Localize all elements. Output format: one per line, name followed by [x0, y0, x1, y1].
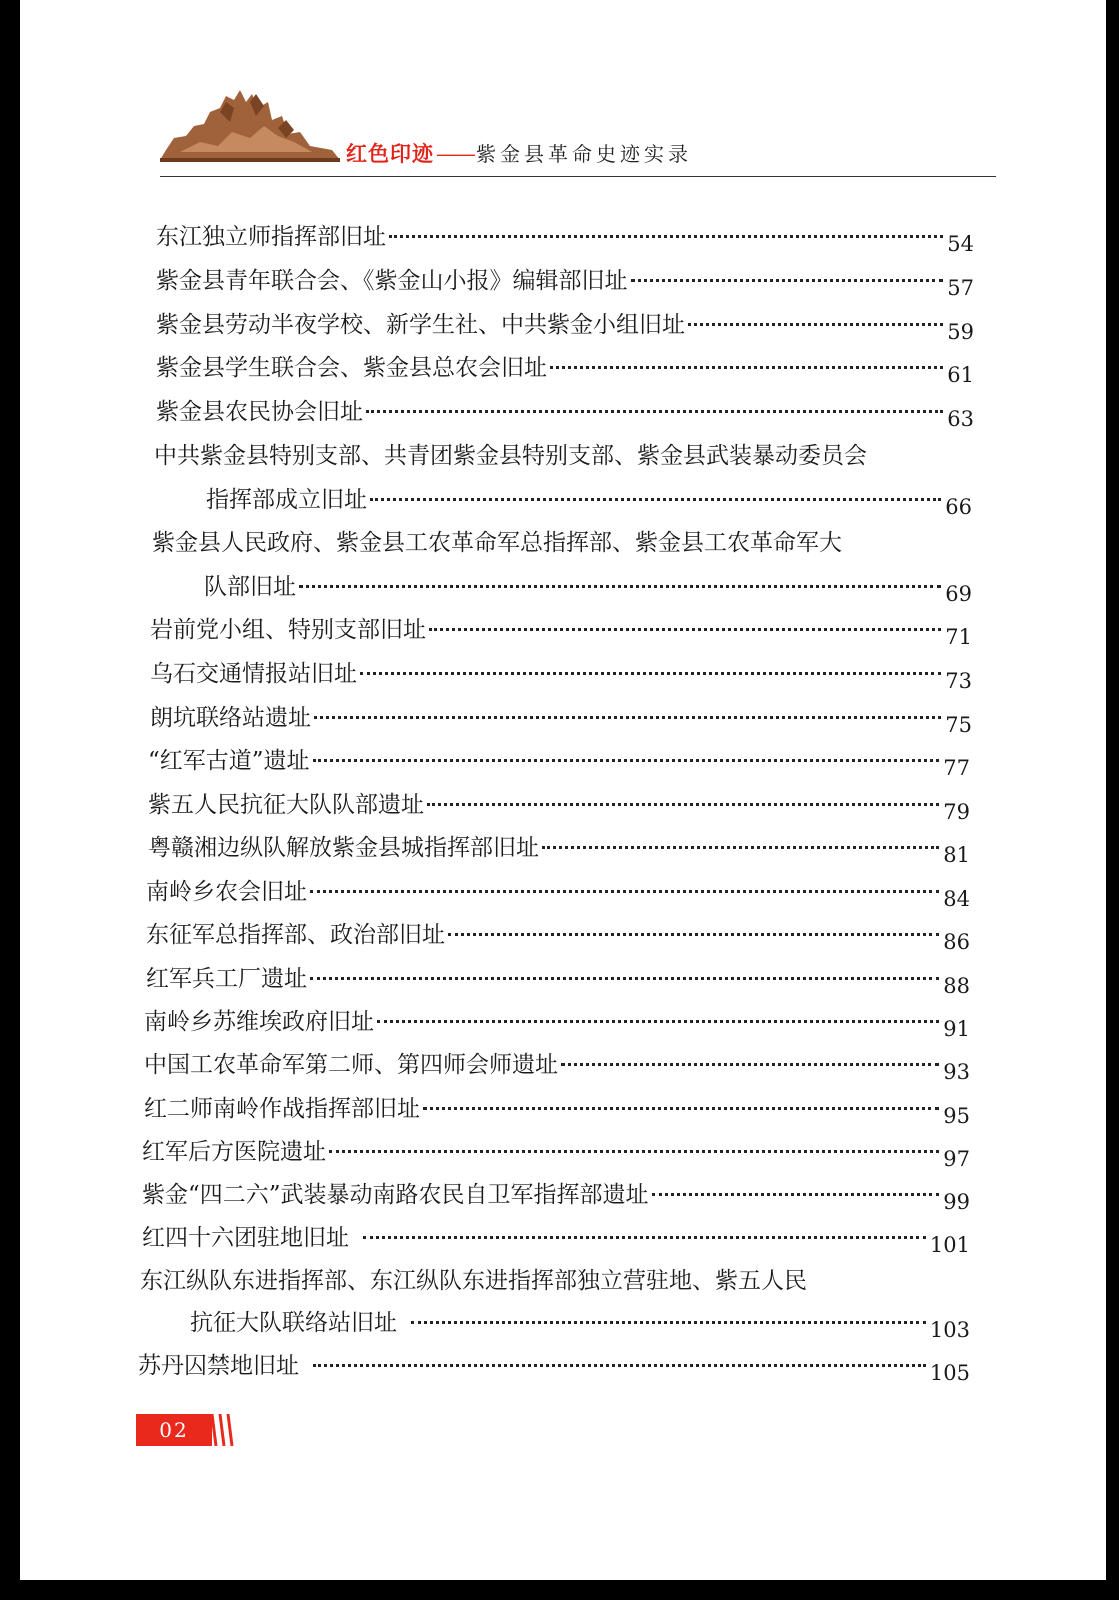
- toc-entry[interactable]: [146, 876, 970, 911]
- toc-entry-title: 紫五人民抗征大队队部遗址: [148, 792, 424, 818]
- dot-leader: [631, 279, 944, 282]
- toc-entry-title: 粤赣湘边纵队解放紫金县城指挥部旧址: [148, 835, 539, 861]
- toc-entry[interactable]: [148, 789, 970, 824]
- toc-entry-title: 苏丹囚禁地旧址: [138, 1353, 299, 1379]
- toc-page-number: 61: [947, 363, 974, 387]
- toc-entry[interactable]: [206, 484, 972, 519]
- toc-page-number: 57: [947, 276, 974, 300]
- toc-entry[interactable]: [144, 1093, 970, 1128]
- toc-entry-title: 紫金县劳动半夜学校、新学生社、中共紫金小组旧址: [156, 312, 685, 338]
- toc-page-number: 79: [943, 800, 970, 824]
- dot-leader: [427, 803, 939, 806]
- toc-entry-title-line1[interactable]: 东江纵队东进指挥部、东江纵队东进指挥部独立营驻地、紫五人民: [140, 1268, 807, 1294]
- toc-page-number: 69: [945, 582, 972, 606]
- dot-leader: [389, 235, 943, 238]
- toc-entry[interactable]: [156, 221, 974, 256]
- dot-leader: [360, 672, 941, 675]
- toc-page-number: 84: [943, 887, 970, 911]
- page-number-badge: 02: [136, 1414, 212, 1446]
- dot-leader: [299, 585, 941, 588]
- dot-leader: [429, 628, 941, 631]
- toc-entry-title: 红四十六团驻地旧址: [142, 1225, 349, 1251]
- toc-entry-title: 东江独立师指挥部旧址: [156, 224, 386, 250]
- dot-leader: [377, 1020, 939, 1023]
- toc-entry[interactable]: [138, 1350, 970, 1385]
- toc-entry[interactable]: [190, 1307, 970, 1342]
- dot-leader: [542, 846, 939, 849]
- dot-leader: [313, 1364, 926, 1367]
- toc-page-number: 97: [943, 1147, 970, 1171]
- toc-entry[interactable]: [156, 309, 974, 344]
- toc-page-number: 63: [947, 407, 974, 431]
- toc-entry[interactable]: [150, 614, 972, 649]
- dot-leader: [688, 323, 943, 326]
- toc-entry-title: 队部旧址: [204, 574, 296, 600]
- toc-page-number: 93: [943, 1060, 970, 1084]
- dot-leader: [310, 890, 939, 893]
- slash-marks-icon: [206, 1412, 236, 1448]
- toc-entry-title: 紫金县学生联合会、紫金县总农会旧址: [156, 355, 547, 381]
- book-subtitle: 紫金县革命史迹实录: [476, 142, 692, 166]
- toc-page-number: 103: [929, 1318, 970, 1342]
- toc-entry[interactable]: [148, 832, 970, 867]
- toc-entry[interactable]: [156, 396, 974, 431]
- toc-page-number: 81: [943, 843, 970, 867]
- toc-entry-title: 红二师南岭作战指挥部旧址: [144, 1096, 420, 1122]
- toc-entry-title: 岩前党小组、特别支部旧址: [150, 617, 426, 643]
- toc-entry-title: 中国工农革命军第二师、第四师会师遗址: [144, 1052, 558, 1078]
- toc-page-number: 99: [943, 1190, 970, 1214]
- toc-entry-title: 朗坑联络站遗址: [150, 705, 311, 731]
- dot-leader: [652, 1193, 940, 1196]
- toc-entry-title-line1[interactable]: 紫金县人民政府、紫金县工农革命军总指挥部、紫金县工农革命军大: [152, 530, 842, 556]
- toc-page-number: 86: [943, 930, 970, 954]
- page: [20, 0, 1106, 1580]
- toc-page-number: 66: [945, 495, 972, 519]
- toc-entry-title: 红军后方医院遗址: [142, 1139, 326, 1165]
- toc-entry-title: 紫金县农民协会旧址: [156, 399, 363, 425]
- toc-entry-title: 指挥部成立旧址: [206, 487, 367, 513]
- toc-entry[interactable]: [146, 963, 970, 998]
- toc-page-number: 71: [945, 625, 972, 649]
- toc-entry-title: 乌石交通情报站旧址: [150, 661, 357, 687]
- toc-entry-title: 紫金县青年联合会、《紫金山小报》编辑部旧址: [156, 268, 628, 294]
- toc-entry-title: 红军兵工厂遗址: [146, 966, 307, 992]
- title-dash: ——: [436, 142, 474, 166]
- toc-entry-title: 抗征大队联络站旧址: [190, 1310, 397, 1336]
- toc-entry[interactable]: [144, 1006, 970, 1041]
- toc-page-number: 95: [943, 1104, 970, 1128]
- toc-page-number: 77: [943, 756, 970, 780]
- table-of-contents: [20, 0, 1106, 1580]
- toc-page-number: 54: [947, 232, 974, 256]
- toc-entry-title: 南岭乡苏维埃政府旧址: [144, 1009, 374, 1035]
- dot-leader: [411, 1321, 926, 1324]
- toc-page-number: 88: [943, 974, 970, 998]
- toc-entry-title: 东征军总指挥部、政治部旧址: [146, 922, 445, 948]
- toc-page-number: 75: [945, 713, 972, 737]
- toc-entry[interactable]: [148, 745, 970, 780]
- dot-leader: [561, 1063, 939, 1066]
- toc-page-number: 91: [943, 1017, 970, 1041]
- toc-entry-title-line1[interactable]: 中共紫金县特别支部、共青团紫金县特别支部、紫金县武装暴动委员会: [154, 443, 867, 469]
- toc-entry[interactable]: [156, 265, 974, 300]
- toc-entry[interactable]: [144, 1049, 970, 1084]
- dot-leader: [363, 1236, 926, 1239]
- dot-leader: [370, 498, 941, 501]
- toc-entry-title: “红军古道”遗址: [148, 748, 310, 774]
- toc-page-number: 105: [929, 1361, 970, 1385]
- toc-entry[interactable]: [204, 571, 972, 606]
- book-title: 红色印迹: [346, 142, 434, 166]
- toc-entry[interactable]: [142, 1136, 970, 1171]
- dot-leader: [329, 1150, 939, 1153]
- toc-page-number: 73: [945, 669, 972, 693]
- toc-entry-title: 紫金“四二六”武装暴动南路农民自卫军指挥部遗址: [142, 1182, 649, 1208]
- dot-leader: [448, 933, 939, 936]
- dot-leader: [313, 759, 940, 762]
- dot-leader: [310, 977, 939, 980]
- toc-page-number: 59: [947, 320, 974, 344]
- toc-page-number: 101: [929, 1233, 970, 1257]
- dot-leader: [314, 716, 941, 719]
- dot-leader: [550, 366, 943, 369]
- toc-entry[interactable]: [146, 919, 970, 954]
- toc-entry[interactable]: [150, 702, 972, 737]
- dot-leader: [423, 1107, 939, 1110]
- toc-entry[interactable]: [156, 352, 974, 387]
- toc-entry[interactable]: [142, 1222, 970, 1257]
- toc-entry-title: 南岭乡农会旧址: [146, 879, 307, 905]
- dot-leader: [366, 410, 943, 413]
- toc-entry[interactable]: [150, 658, 972, 693]
- toc-entry[interactable]: [142, 1179, 970, 1214]
